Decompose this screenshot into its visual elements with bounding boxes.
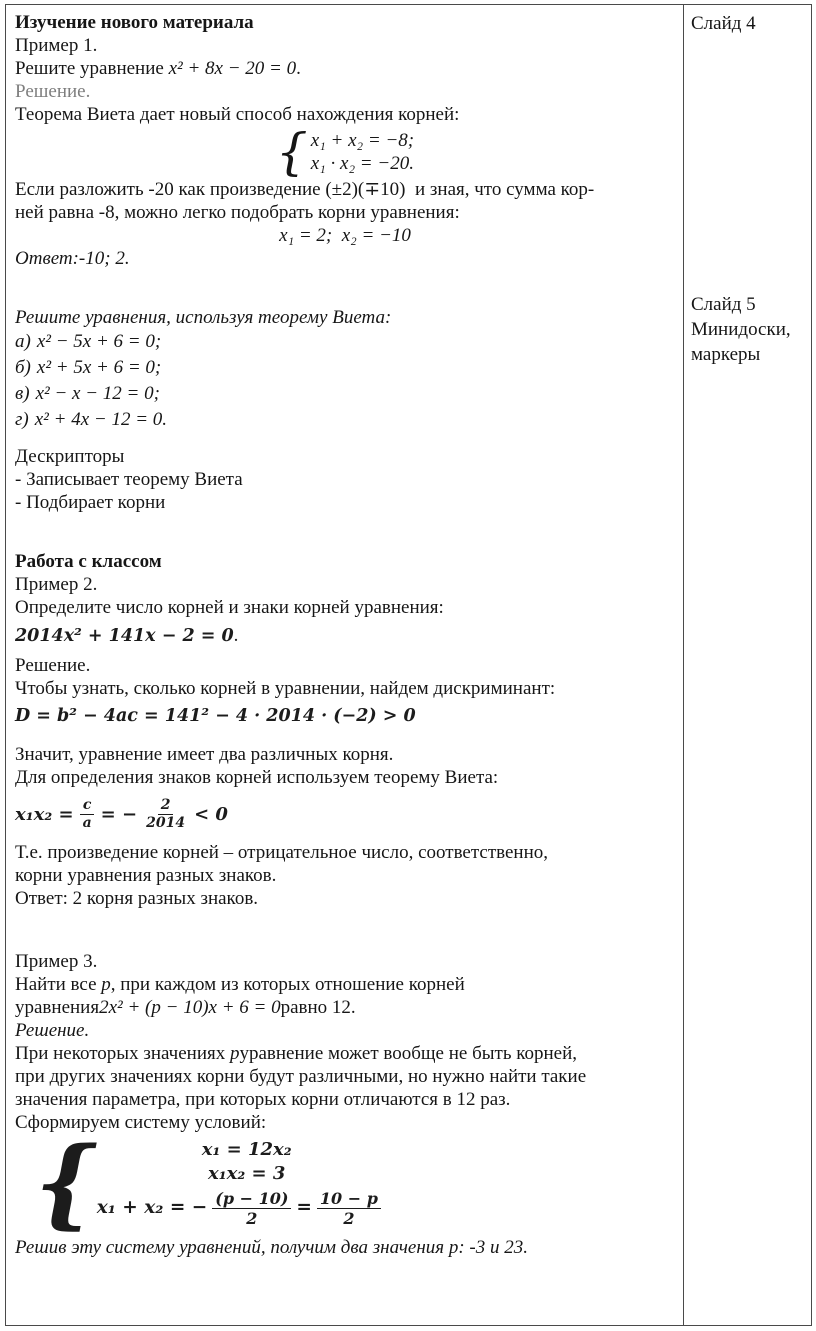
exercise-item-v: [15, 381, 675, 407]
task-text: равно 12.: [280, 997, 356, 1018]
example-2-label: Пример 2.: [15, 574, 98, 595]
fraction-10-minus-p-over-2: [317, 1189, 381, 1228]
parameter-variable: p: [229, 1043, 240, 1064]
exercise-item-a: [15, 329, 675, 355]
equation-formula: 2014x² + 141x − 2 = 0: [15, 626, 234, 646]
descriptors-title: Дескрипторы: [15, 446, 125, 467]
fraction-denominator: 2014: [146, 814, 186, 831]
param-explain-line-3: значения параметра, при которых корни отличаются в 12 раз.: [15, 1089, 511, 1110]
answer-1: Ответ:-10; 2.: [15, 248, 130, 269]
spacer: [15, 514, 675, 550]
exercise-label: г): [15, 409, 29, 430]
body-text: уравнение может вообще не быть корней,: [239, 1043, 578, 1064]
spacer: [15, 270, 675, 306]
exercise-item-g: [15, 407, 675, 433]
condition-line-1: x₁ = 12x₂: [201, 1139, 292, 1160]
vieta-system-lines: [311, 129, 414, 175]
slide-5-label: Слайд 5: [691, 294, 756, 315]
equation-period: .: [233, 625, 239, 646]
fraction-denominator: 2: [343, 1209, 355, 1229]
solution-label-3: Решение.: [15, 1020, 90, 1041]
condition-line-3: [97, 1189, 397, 1228]
answer-2: Ответ: 2 корня разных знаков.: [15, 888, 259, 909]
discriminant-intro: Чтобы узнать, сколько корней в уравнении, найдем дискриминант:: [15, 678, 556, 699]
section-heading-classwork: Работа с классом: [15, 551, 162, 572]
formula-middle: =: [296, 1197, 312, 1219]
task-equation: 2x² + (p − 10)x + 6 = 0: [99, 997, 281, 1018]
condition-line-2: x₁x₂ = 3: [208, 1163, 286, 1184]
formula-prefix: x₁x₂ =: [15, 803, 74, 825]
fraction-numerator: (p − 10): [212, 1189, 291, 1209]
exercise-label: б): [15, 357, 31, 378]
exercise-label: в): [15, 383, 30, 404]
slides-cell: [684, 5, 811, 1325]
parameter-variable: p: [101, 974, 111, 995]
example-3-task-line-1: [15, 973, 675, 996]
conclusion-line-2: корни уравнения разных знаков.: [15, 865, 277, 886]
roots-values: x₁ = 2; x₂ = −10: [279, 225, 411, 246]
descriptor-2: - Подбирает корни: [15, 492, 166, 513]
lesson-plan-table: [5, 4, 812, 1326]
fraction-numerator: 2: [158, 797, 174, 814]
conditions-system: [35, 1125, 675, 1239]
example-2-equation: [15, 621, 675, 651]
exercise-label: а): [15, 331, 31, 352]
fraction-numerator: c: [80, 797, 95, 814]
left-brace-icon: {: [35, 1125, 97, 1239]
vieta-system: [15, 123, 675, 181]
exercise-equation: x² + 4x − 12 = 0.: [34, 409, 168, 430]
system-intro: Сформируем систему условий:: [15, 1112, 267, 1133]
fraction-c-over-a: [80, 797, 95, 830]
discriminant-formula: D = b² − 4ac = 141² − 4 · 2014 · (−2) > 0: [15, 706, 416, 726]
exercise-equation: x² − x − 12 = 0;: [35, 383, 160, 404]
materials-line-1: Минидоски,: [691, 319, 791, 340]
conditions-system-lines: [97, 1138, 397, 1228]
signs-intro: Для определения знаков корней используем теорему Виета:: [15, 767, 499, 788]
two-roots-line: Значит, уравнение имеет два различных корня.: [15, 744, 394, 765]
exercise-item-b: [15, 355, 675, 381]
system-sum-line: x₁ + x₂ = −8;: [310, 130, 415, 151]
example-1-label: Пример 1.: [15, 35, 98, 56]
task-period: .: [296, 58, 301, 79]
content-cell: [6, 5, 684, 1325]
explain-line-1: Если разложить -20 как произведение (±2)(∓10) и зная, что сумма кор-: [15, 179, 595, 200]
section-heading-new-material: Изучение нового материала: [15, 12, 254, 33]
example-3-label: Пример 3.: [15, 951, 98, 972]
spacer: [15, 433, 675, 445]
param-explain-line-2: при других значениях корни будут различными, но нужно найти такие: [15, 1066, 587, 1087]
exercise-equation: x² − 5x + 6 = 0;: [36, 331, 162, 352]
descriptor-1: - Записывает теорему Виета: [15, 469, 243, 490]
fraction-2-over-2014: [143, 797, 188, 830]
task-text: уравнения: [15, 997, 100, 1018]
vieta-intro: Теорема Виета дает новый способ нахождения корней:: [15, 104, 460, 125]
task-text: Решите уравнение: [15, 58, 169, 79]
formula-suffix: < 0: [194, 803, 228, 825]
param-explain-line-1: [15, 1042, 675, 1065]
conclusion-line-1: Т.е. произведение корней – отрицательное число, соответственно,: [15, 842, 549, 863]
formula-prefix: x₁ + x₂ = −: [96, 1197, 208, 1219]
fraction-denominator: a: [82, 814, 92, 831]
system-product-line: x₁ · x₂ = −20.: [310, 153, 414, 174]
left-brace-icon: {: [275, 123, 308, 181]
example-2-task: Определите число корней и знаки корней уравнения:: [15, 597, 444, 618]
spacer: [15, 910, 675, 950]
final-conclusion-line: Решив эту систему уравнений, получим два значения p: -3 и 23.: [15, 1237, 528, 1259]
example-3-task-line-2: [15, 996, 675, 1019]
product-of-roots-formula: [15, 794, 675, 834]
solution-label-2: Решение.: [15, 655, 91, 676]
formula-middle: = −: [100, 803, 138, 825]
solution-label-1: Решение.: [15, 81, 91, 102]
example-1-task: [15, 57, 675, 80]
fraction-denominator: 2: [246, 1209, 258, 1229]
fraction-numerator: 10 − p: [317, 1189, 381, 1209]
materials-line-2: маркеры: [691, 344, 761, 365]
task-equation: x² + 8x − 20 = 0: [168, 58, 297, 79]
fraction-p-minus-10-over-2: [212, 1189, 291, 1228]
slide-4-label: Слайд 4: [691, 13, 756, 34]
exercise-equation: x² + 5x + 6 = 0;: [36, 357, 162, 378]
task-text: Найти все: [15, 974, 102, 995]
task-text: , при каждом из которых отношение корней: [110, 974, 465, 995]
slide-5-block: [691, 292, 807, 367]
body-text: При некоторых значениях: [15, 1043, 230, 1064]
exercises-title: Решите уравнения, используя теорему Виета:: [15, 307, 392, 328]
explain-line-2: ней равна -8, можно легко подобрать корни уравнения:: [15, 202, 460, 223]
